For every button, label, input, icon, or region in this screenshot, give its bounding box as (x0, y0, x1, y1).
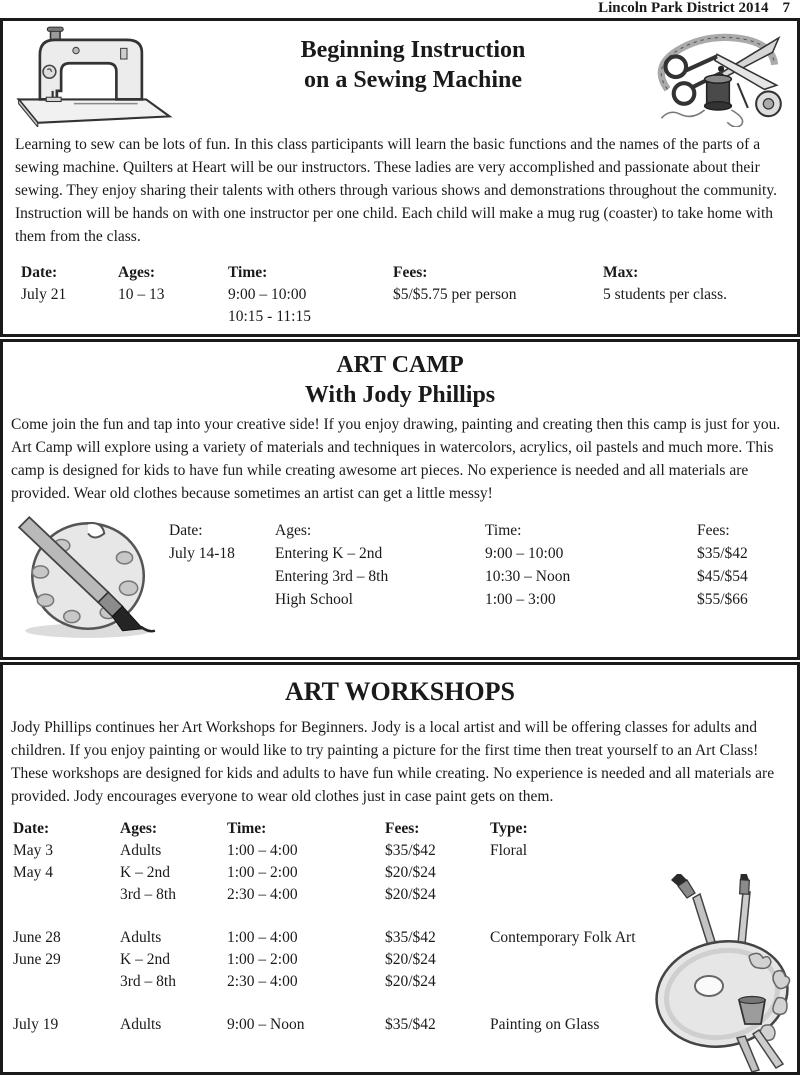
column-ages: Ages: 10 – 13 (118, 264, 165, 303)
page-header (0, 0, 800, 18)
art-camp-title-line1: ART CAMP (336, 352, 464, 378)
column-time: Time: 9:00 – 10:00 10:30 – Noon 1:00 – 3:00 (485, 521, 571, 608)
column-time: Time: 9:00 – 10:00 10:15 - 11:15 (228, 264, 311, 325)
sewing-description: Learning to sew can be lots of fun. In this class participants will learn the basic functions and the names of the parts of a sewing machine. Quilters at Heart will be our instructors. These ladies are very accomplished and passionate about their sewing. They enjoy sharing their talents with others through various shows and demonstrations throughout the community. Instruction will be hands on with one instructor per one child. Each child will make a mug rug (coaster) to take home with them from the class. (15, 136, 777, 245)
column-fees: Fees: $5/$5.75 per person (393, 264, 517, 303)
section-art-camp (0, 339, 800, 660)
section-title-sewing (177, 25, 649, 96)
section-art-workshops (0, 662, 800, 1075)
section-sewing-machine (0, 18, 800, 337)
sewing-title-line2: on a Sewing Machine (303, 67, 522, 94)
paint-palette-brush-illustration (9, 509, 161, 641)
column-date: Date: July 14-18 (169, 521, 235, 562)
art-workshops-schedule-table: Date: Ages: Time: Fees: Type: May 3 Adults 1:00 – 4:00 $35/$42 Floral May 4 K – 2nd 1:00 – 2:00 $20/$24 3rd – 8th 2:30 – 4:00 $20/$24 June 28 Adults 1:00 – 4:00 $35/$42 Contemporary Folk Art June 29 K – 2nd 1:00 – 2:00 $20/$24 3rd – 8th 2:30 – 4:00 $20/$24 July 19 Adults 9:00 – Noon $35/$42 Painting on Glass (13, 820, 636, 1034)
art-camp-description: Come join the fun and tap into your creative side! If you enjoy drawing, painting and creating then this camp is just for you. Art Camp will explore using a variety of materials and techniques in watercolors, acrylics, oil pastels and much more. This camp is designed for kids to have fun while creating awesome art pieces. No experience is needed and all materials are provided. Wear old clothes because sometimes an artist can get a little messy! (11, 415, 781, 502)
paint-palette-brushes-illustration (637, 874, 795, 1072)
column-ages: Ages: Entering K – 2nd Entering 3rd – 8th High School (275, 521, 389, 608)
section-title-art-workshops: ART WORKSHOPS (284, 677, 515, 706)
column-date: Date: July 21 (21, 264, 67, 303)
section-title-art-camp (3, 350, 797, 411)
column-fees: Fees: $35/$42 $45/$54 $55/$66 (697, 521, 748, 608)
sewing-title-line1: Beginning Instruction (300, 37, 526, 63)
art-workshops-description: Jody Phillips continues her Art Workshops for Beginners. Jody is a local artist and will be offering classes for adults and children. If you enjoy painting or would like to try painting a picture for the first time then treat yourself to an Art Class! These workshops are designed for kids and adults to have fun while creating. No experience is needed and all materials are provided. Jody encourages everyone to wear old clothes just in case paint gets on them. (11, 719, 775, 806)
sewing-notions-illustration (649, 25, 787, 127)
sewing-schedule-table (3, 248, 797, 328)
column-max: Max: 5 students per class. (603, 264, 727, 303)
sewing-section-header (3, 21, 797, 127)
art-camp-schedule-table (169, 509, 797, 611)
publication-title: Lincoln Park District 2014 (598, 0, 769, 16)
sewing-machine-illustration (9, 25, 177, 127)
art-camp-title-line2: With Jody Phillips (304, 382, 496, 409)
page-number: 7 (782, 0, 790, 16)
